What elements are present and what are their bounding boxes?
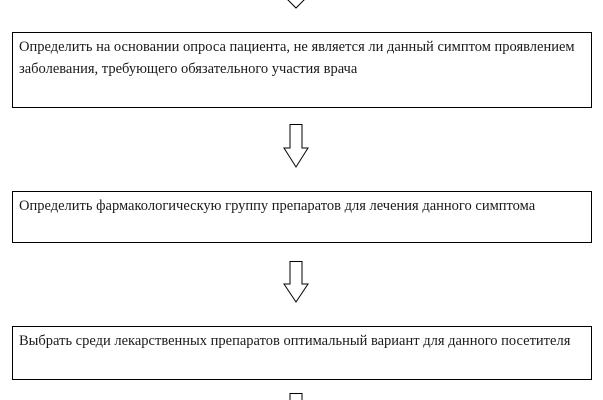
down-arrow-icon <box>283 261 309 303</box>
flowchart-step-2 <box>12 191 592 243</box>
down-arrow-icon <box>283 124 309 168</box>
flowchart-step-1 <box>12 32 592 108</box>
down-arrow-icon <box>283 393 309 400</box>
flowchart-step-3 <box>12 326 592 380</box>
step-3-text: Выбрать среди лекарственных препаратов оптимальный вариант для данного посетителя <box>19 333 571 349</box>
down-arrow-icon <box>283 0 309 10</box>
step-1-text: Определить на основании опроса пациента, не является ли данный симптом проявлением заболевания, требующего обязательного участия врача <box>19 39 575 77</box>
step-2-text: Определить фармакологическую группу препаратов для лечения данного симптома <box>19 198 536 214</box>
